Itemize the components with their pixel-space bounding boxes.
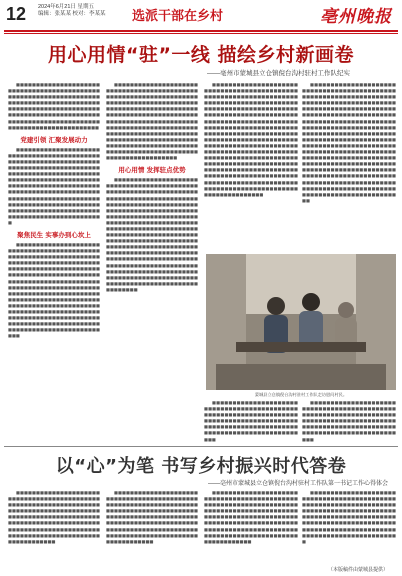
body-text: ■■■■■■■■■■■■■■■■■■■■■■■■■■■■■■■■■■■■■■■■■■■■■■■■■■■■■■■■■■■■■■■■■■■■■■■■■■■■■■■■■■■■■■■■■■■■■■■■■■■■■■■■■■■■■■■■■■■■■■■■■■■■■■■■■■■■■■■■■■■■■■■■■■■■■■■■■■■■■■■■■■■■■■■■■■■■■■■■■■■■■■■■■■■■■■■■■■	[106, 490, 198, 544]
article1-subhead: ——亳州市蒙城县立仓镇倪台沟村驻村工作队纪实	[207, 70, 350, 77]
body-text: ■■■■■■■■■■■■■■■■■■■■■■■■■■■■■■■■■■■■■■■■■■■■■■■■■■■■■■■■■■■■■■■■■■■■■■■■■■■■■■■■■■■■■■■■■■■■■■■■■■■■■■■■■■■■■■■■■■■■■■■■■■■■■■■■■■■■■■■■■■■■■■■■■■■■■■■■■■■■■■■■■■■■■■■■■■■■■■■■■■■■■■	[8, 82, 100, 130]
subhead-livelihood: 聚焦民生 实事办到心坎上	[17, 230, 91, 239]
body-text: ■■■■■■■■■■■■■■■■■■■■■■■■■■■■■■■■■■■■■■■■■■■■■■■■■■■■■■■■■■■■■■■■■■■■■■■■■■■■■■■■■■■■■■■■■■■■■■■■■■■■■■■■■■■■■■■■■■■■■■■■■■■■■■■■■■■■■■■■■■■■■■■■■■■■■■■■■■■■■■■■■■■■■■■■■■■■■■■■■■■■■■■■■■■■■■■■■■■■■■■■■■■■■■■■■■■■■■■■■■■■■■■■■■■■■■■■■■■■■■■■■■■■■■■■■■■■■■■■■■■■■■■■■■■■■■■■■■■■■■■■■■■■■■■■■■■■■■■■■■■■■■■■■■■■■■■■■■■■■■■■■■■■■■■■■■■■■■■■■■■■■■■■■■	[8, 241, 100, 339]
body-text: ■■■■■■■■■■■■■■■■■■■■■■■■■■■■■■■■■■■■■■■■■■■■■■■■■■■■■■■■■■■■■■■■■■■■■■■■■■■■■■■■■■■■■■■■■■■■■■■■■■■■■■■■■■■■■■■■■■■■■■■■■■■■■■■■■■■■■■■■■■■■■■■■■■■■■■■■■■■■■■■■■■■■■■■■■■■■■■■■■■■■■■■	[302, 490, 396, 544]
article2-column-4	[302, 490, 396, 562]
news-photo	[206, 254, 396, 390]
section-title: 选派干部在乡村	[132, 9, 224, 24]
article2-column-3	[204, 490, 298, 566]
body-text: ■■■■■■■■■■■■■■■■■■■■■■■■■■■■■■■■■■■■■■■■■■■■■■■■■■■■■■■■■■■■■■■■■■■■■■■■■■■■■■■■■■■■■■■■■■■■■■■■■■■■■■■■■■■■■■■■■■■■■■■■■■■■■■■■■■■■■■■■■■■■■■■■■■■■■■■■■■■■■■■■■■■■■■■■■■■■■■■■■■■■■■■■■■■■■■■■■■■■■■■■■■■■■■■■■■■■■■■■■■■■■■■■■■■■■■■■■■■■■■■■■■■■■■■■■■■■■■■■■■■■■■■■■■■■■■■■■■■■■■■■■■■■■■■■■■■■■■■■■■■■■■■■■■■■■■■■■■■■■■■■■■■■■■■■■■■■■■■■■■■■■■■■■■■■■■■■■■■■■■■■■■■■■■■■■■■■■■■■■■■■■■■■■■■■■■■■■■■■■■■■■■■■■■■■■■■■■■■■■■■■■■■■■■■■■■■■■■■■■	[302, 82, 396, 203]
masthead-rule-thin	[4, 33, 398, 34]
article2-column-1	[8, 490, 100, 566]
article1-column-4	[302, 82, 396, 250]
subhead-heart: 用心用情 发挥驻点优势	[118, 166, 186, 175]
body-text: ■■■■■■■■■■■■■■■■■■■■■■■■■■■■■■■■■■■■■■■■■■■■■■■■■■■■■■■■■■■■■■■■■■■■■■■■■■■■■■■■■■■■■■■■■■■■■■■■■■■■■■■■■■■■■■■■■■■■■■■■■■■■■■■■■■■■■■■■■■■■■■■■■■■■■■■■■■■■■■■■■■■■■■■■■■■■■■■■■■■■■■■■■■■■■■■■■■■■■■■■■■■■■■■■■■■■■■■■■■■■■■■■■■■■■■■■■■■■■■■■■■■■■■■■■■■■■■■■■■■■■■■■■■■■■■■■■■■■■■■■■■■■■■■■■■■■■■■■■■■■■■■■■■■■■■■■■■■■■■■■■■■■■■■■■■■■■■■■■■■■■■■■■■■■■■■■■■■■■■■■■■■■■■■■■■■■■■■■■■■■■■■■■■■■■■■■■■■■■■■■■■■■■■■■■■■■■■■■■■■■■■■■■■■	[204, 82, 298, 197]
article1-column-1	[8, 82, 100, 442]
masthead-rule	[4, 30, 398, 32]
subhead-party-building: 党建引领 汇聚发展动力	[20, 135, 88, 144]
article2-endnote: （本版稿件由蒙城县提供）	[327, 567, 388, 573]
article1-column-3b	[204, 400, 298, 446]
article2-subhead: ——亳州市蒙城县立仓镇倪台沟村驻村工作队第一书记工作心得体会	[207, 481, 388, 487]
body-text: ■■■■■■■■■■■■■■■■■■■■■■■■■■■■■■■■■■■■■■■■■■■■■■■■■■■■■■■■■■■■■■■■■■■■■■■■■■■■■■■■■■■■■■■■■■■■■■■■■■■■■■■■■■■■■■■■■■■■■■■■■■■■■■■■■■■■■■■■■■■■■■■■■■■■■■■■■■■■■■■■■■■■■■■■■■■■■■■■■■■■■■■■■■■■■■■■■■	[8, 490, 100, 544]
article1-column-2	[106, 82, 198, 442]
photo-caption: 蒙城县立仓镇倪台沟村驻村工作队走访慰问村民。	[254, 392, 348, 397]
body-text: ■■■■■■■■■■■■■■■■■■■■■■■■■■■■■■■■■■■■■■■■■■■■■■■■■■■■■■■■■■■■■■■■■■■■■■■■■■■■■■■■■■■■■■■■■■■■■■■■■■■■■■■■■■■■■■■■■■■■■■■■■■■■■■■■■■■■■■■■■■■■■■■■■■■■■■■■■■■■■■■■■■■■■■■■■■■■■■■■■■■■■■■■■■■■■■■■■■■■■■■■■■■■■■■■■■■■■■■■■■■■■■■■■■■■■■■■■■■■■■■■■■■■■■■■■■■■■■■■■■■■■■■■■■■■■■■■■■■	[8, 146, 100, 225]
body-text: ■■■■■■■■■■■■■■■■■■■■■■■■■■■■■■■■■■■■■■■■■■■■■■■■■■■■■■■■■■■■■■■■■■■■■■■■■■■■■■■■■■■■■■■■■■■■■■■■■■■■■■■■■■■■■■■■■■■■■■■■■■■■■■■■■■■■■■■■■■■	[302, 400, 396, 442]
article2-column-2	[106, 490, 198, 566]
body-text: ■■■■■■■■■■■■■■■■■■■■■■■■■■■■■■■■■■■■■■■■■■■■■■■■■■■■■■■■■■■■■■■■■■■■■■■■■■■■■■■■■■■■■■■■■■■■■■■■■■■■■■■■■■■■■■■■■■■■■■■■■■■■■■■■■■■■■■■■■■■■■■■■■■■■■■■■■■■■■■■■■■■■■■■■■■■■■■■■■■■■■■■■■■■■■■■■■■	[204, 490, 298, 544]
page-number: 12	[6, 4, 27, 24]
body-text: ■■■■■■■■■■■■■■■■■■■■■■■■■■■■■■■■■■■■■■■■■■■■■■■■■■■■■■■■■■■■■■■■■■■■■■■■■■■■■■■■■■■■■■■■■■■■■■■■■■■■■■■■■■■■■■■■■■■■■■■■■■■■■■■■■■■■■■■■■■■	[204, 400, 298, 442]
editor-line: 编辑：张某某 校对：李某某	[38, 11, 106, 17]
article1-column-4b	[302, 400, 396, 446]
newspaper-logo: 亳州晚报	[320, 7, 392, 27]
article1-column-3	[204, 82, 298, 250]
article-separator	[4, 446, 398, 447]
body-text: ■■■■■■■■■■■■■■■■■■■■■■■■■■■■■■■■■■■■■■■■■■■■■■■■■■■■■■■■■■■■■■■■■■■■■■■■■■■■■■■■■■■■■■■■■■■■■■■■■■■■■■■■■■■■■■■■■■■■■■■■■■■■■■■■■■■■■■■■■■■■■■■■■■■■■■■■■■■■■■■■■■■■■■■■■■■■■■■■■■■■■■■■■■■■■■■■■■■■■■■■■■■■■■■■■■■■■■■■■■■■■■■■■■■■■■■■■■■■■■■■■■■■■■■■■■■■■■■■■■■■■■■■■■■■■■■■■■■■■■■■■■■■■■■■■■■■■■■■■■■■■■■■■■■■■■■■■■■■■■■■■■■■■■■■■■■■■■■■■■■■■■■■■■■■■■■■■■■■■■■■■■■■■■■■■■■■■■■■■■■■■■■■■■■■■■■■■■■■■■■■■■■■■■■■■■■■■■■■■■■■	[106, 177, 198, 292]
date-block	[38, 4, 106, 18]
article1-headline: 用心用情“驻”一线 描绘乡村新画卷	[47, 44, 355, 66]
body-text: ■■■■■■■■■■■■■■■■■■■■■■■■■■■■■■■■■■■■■■■■■■■■■■■■■■■■■■■■■■■■■■■■■■■■■■■■■■■■■■■■■■■■■■■■■■■■■■■■■■■■■■■■■■■■■■■■■■■■■■■■■■■■■■■■■■■■■■■■■■■■■■■■■■■■■■■■■■■■■■■■■■■■■■■■■■■■■■■■■■■■■■■■■■■■■■■■■■■■■■■■■■■■■■■■■■■■■■■■■■■■■■■■■■■■■■■■■■■■■■■■■■■■■■■■■■■■■■■■■■■■■■■■■■■■■■■■■■■■■■■■■■■■■■■■■■■■	[106, 82, 198, 161]
article2-headline: 以“心”为笔 书写乡村振兴时代答卷	[55, 456, 347, 477]
masthead	[0, 0, 402, 30]
date-line: 2024年6月21日 星期五	[38, 4, 94, 10]
photo-illustration	[206, 254, 396, 390]
